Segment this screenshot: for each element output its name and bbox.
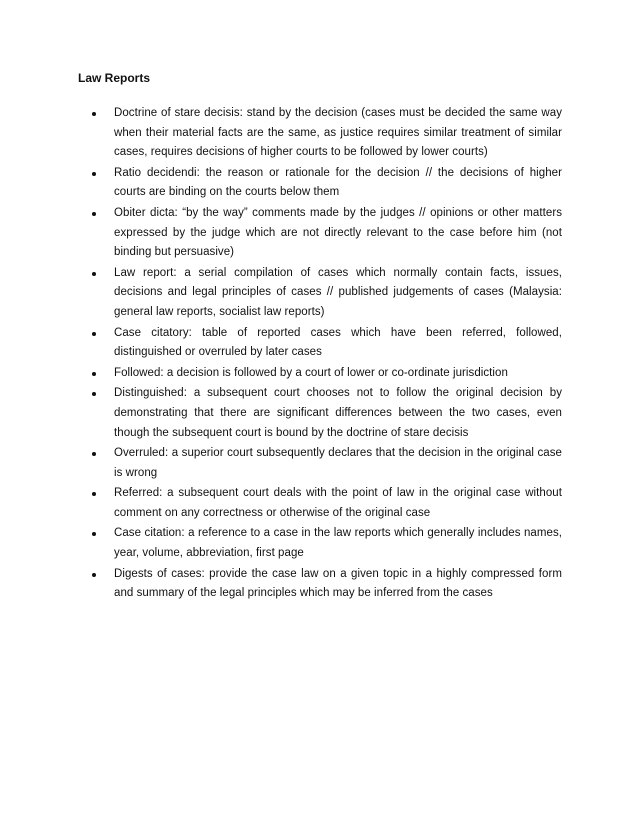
page-heading: Law Reports: [78, 71, 151, 85]
bullet-text: Referred: a subsequent court deals with the point of law in the original case without comment on any correctness or otherwise of the original case: [114, 487, 562, 519]
bullet-text: Doctrine of stare decisis: stand by the decision (cases must be decided the same way when their material facts are the same, as justice requires similar treatment of similar cases, requires decisions of higher courts to be followed by lower courts): [114, 107, 562, 159]
bullet-item-referred: [0, 484, 638, 523]
bullet-text: Law report: a serial compilation of cases which normally contain facts, issues, decisions and legal principles of cases // published judgements of cases (Malaysia: general law reports, socialist law reports): [114, 266, 562, 318]
bullet-text: Followed: a decision is followed by a court of lower or co-ordinate jurisdiction: [114, 366, 508, 379]
bullet-item-overruled: [0, 444, 638, 483]
bullet-dot-icon: [92, 172, 96, 176]
bullet-item-obiter-dicta: [0, 204, 638, 263]
bullet-text: Obiter dicta: “by the way” comments made by the judges // opinions or other matters expressed by the judge which are not directly relevant to the case before him (not binding but persuasive): [114, 206, 562, 259]
bullet-item-distinguished: [0, 384, 638, 443]
bullet-item-followed: [0, 364, 638, 384]
bullet-item-stare-decisis: [0, 104, 638, 163]
bullet-text: Case citatory: table of reported cases which have been referred, followed, distinguished or overruled by later cases: [114, 326, 562, 359]
bullet-text: Distinguished: a subsequent court chooses not to follow the original decision by demonstrating that there are significant differences between the two cases, even though the subsequent court is bound by the doctrine of stare decisis: [114, 387, 562, 439]
bullet-list: [0, 104, 638, 605]
bullet-item-law-report: [0, 264, 638, 323]
bullet-dot-icon: [92, 452, 96, 456]
bullet-item-digests: [0, 565, 638, 604]
bullet-text: Overruled: a superior court subsequently declares that the decision in the original case is wrong: [114, 447, 562, 479]
bullet-dot-icon: [92, 532, 96, 536]
bullet-dot-icon: [92, 573, 96, 577]
bullet-dot-icon: [92, 372, 96, 376]
bullet-dot-icon: [92, 112, 96, 116]
bullet-dot-icon: [92, 492, 96, 496]
bullet-text: Digests of cases: provide the case law on a given topic in a highly compressed form and summary of the legal principles which may be inferred from the cases: [114, 567, 562, 600]
bullet-item-ratio-decidendi: [0, 164, 638, 203]
bullet-dot-icon: [92, 212, 96, 216]
bullet-dot-icon: [92, 332, 96, 336]
bullet-dot-icon: [92, 392, 96, 396]
bullet-text: Ratio decidendi: the reason or rationale for the decision // the decisions of higher courts are binding on the courts below them: [114, 166, 562, 199]
bullet-dot-icon: [92, 272, 96, 276]
bullet-text: Case citation: a reference to a case in the law reports which generally includes names, year, volume, abbreviation, first page: [114, 527, 562, 560]
bullet-item-case-citatory: [0, 324, 638, 363]
bullet-item-case-citation: [0, 524, 638, 563]
